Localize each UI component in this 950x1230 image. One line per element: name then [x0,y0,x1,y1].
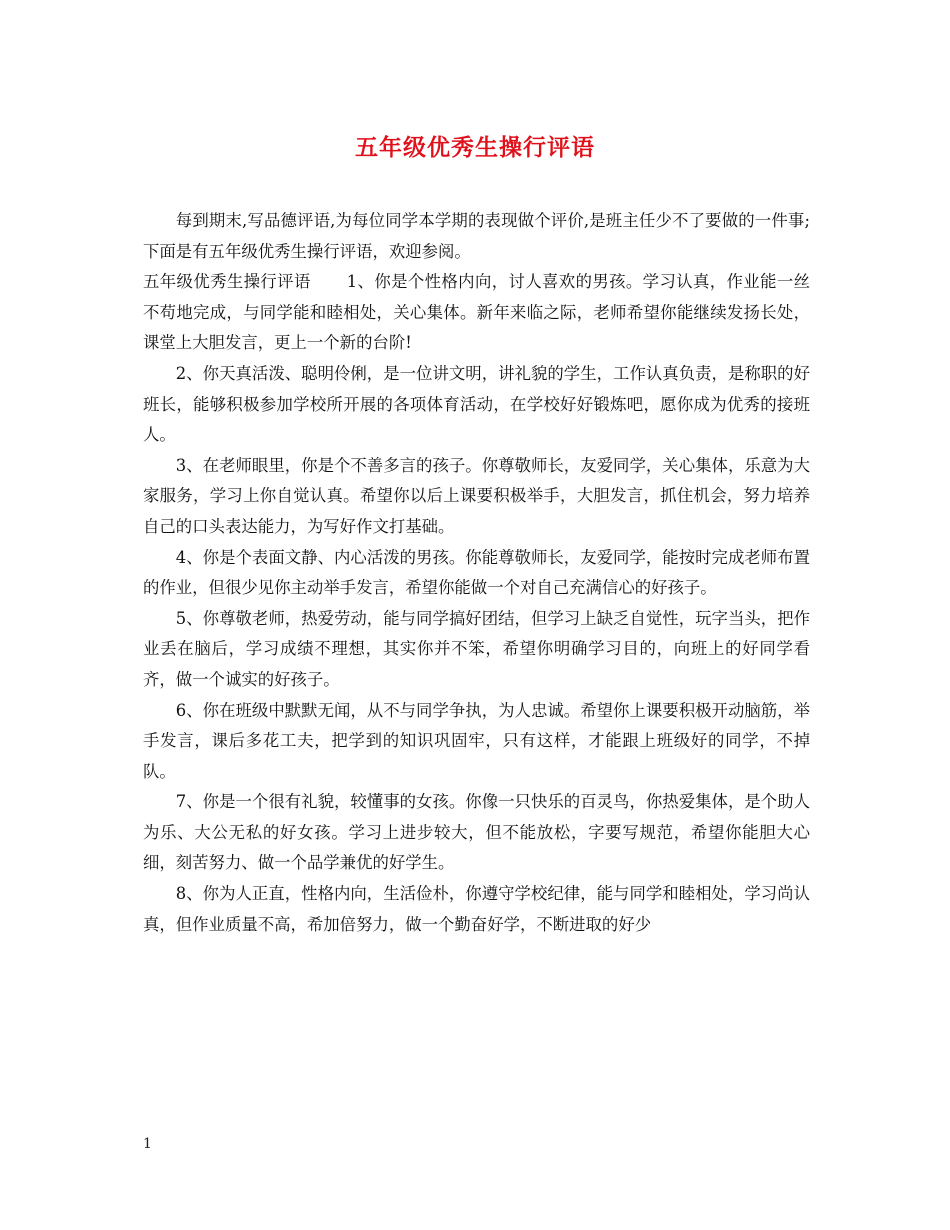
intro-paragraph: 每到期末,写品德评语,为每位同学本学期的表现做个评价,是班主任少不了要做的一件事;下面是有五年级优秀生操行评语，欢迎参阅。 [143,211,810,261]
comment-item-5: 5、你尊敬老师，热爱劳动，能与同学搞好团结，但学习上缺乏自觉性，玩字当头，把作业丢在脑后，学习成绩不理想，其实你并不笨，希望你明确学习目的，向班上的好同学看齐，做一个诚实的好孩子。 [143,608,810,689]
document-title: 五年级优秀生操行评语 [355,134,595,161]
comment-item-6: 6、你在班级中默默无闻，从不与同学争执，为人忠诚。希望你上课要积极开动脑筋，举手发言，课后多花工夫，把学到的知识巩固牢，只有这样，才能跟上班级好的同学，不掉队。 [143,700,810,781]
comment-item-3: 3、在老师眼里，你是个不善多言的孩子。你尊敬师长，友爱同学，关心集体，乐意为大家服务，学习上你自觉认真。希望你以后上课要积极举手，大胆发言，抓住机会，努力培养自己的口头表达能力，为写好作文打基础。 [143,455,810,536]
section-heading: 五年级优秀生操行评语 [143,272,311,292]
comment-item-7: 7、你是一个很有礼貌，较懂事的女孩。你像一只快乐的百灵鸟，你热爱集体，是个助人为乐、大公无私的好女孩。学习上进步较大，但不能放松，字要写规范，希望你能胆大心细，刻苦努力、做一个品学兼优的好学生。 [143,792,810,873]
comment-item-4: 4、你是个表面文静、内心活泼的男孩。你能尊敬师长，友爱同学，能按时完成老师布置的作业，但很少见你主动举手发言，希望你能做一个对自己充满信心的好孩子。 [143,547,810,598]
page-number: 1 [143,1136,152,1152]
first-item-paragraph [143,267,810,359]
comment-item-1: 1、你是个性格内向，讨人喜欢的男孩。学习认真，作业能一丝不苟地完成，与同学能和睦相处，关心集体。新年来临之际，老师希望你能继续发扬长处，课堂上大胆发言，更上一个新的台阶! [143,272,811,353]
comment-item-2: 2、你天真活泼、聪明伶俐，是一位讲文明，讲礼貌的学生，工作认真负责，是称职的好班长，能够积极参加学校所开展的各项体育活动，在学校好好锻炼吧，愿你成为优秀的接班人。 [143,363,810,445]
document-body [143,206,810,940]
comment-item-8: 8、你为人正直，性格内向，生活俭朴，你遵守学校纪律，能与同学和睦相处，学习尚认真，但作业质量不高，希加倍努力，做一个勤奋好学，不断进取的好少 [143,884,810,934]
